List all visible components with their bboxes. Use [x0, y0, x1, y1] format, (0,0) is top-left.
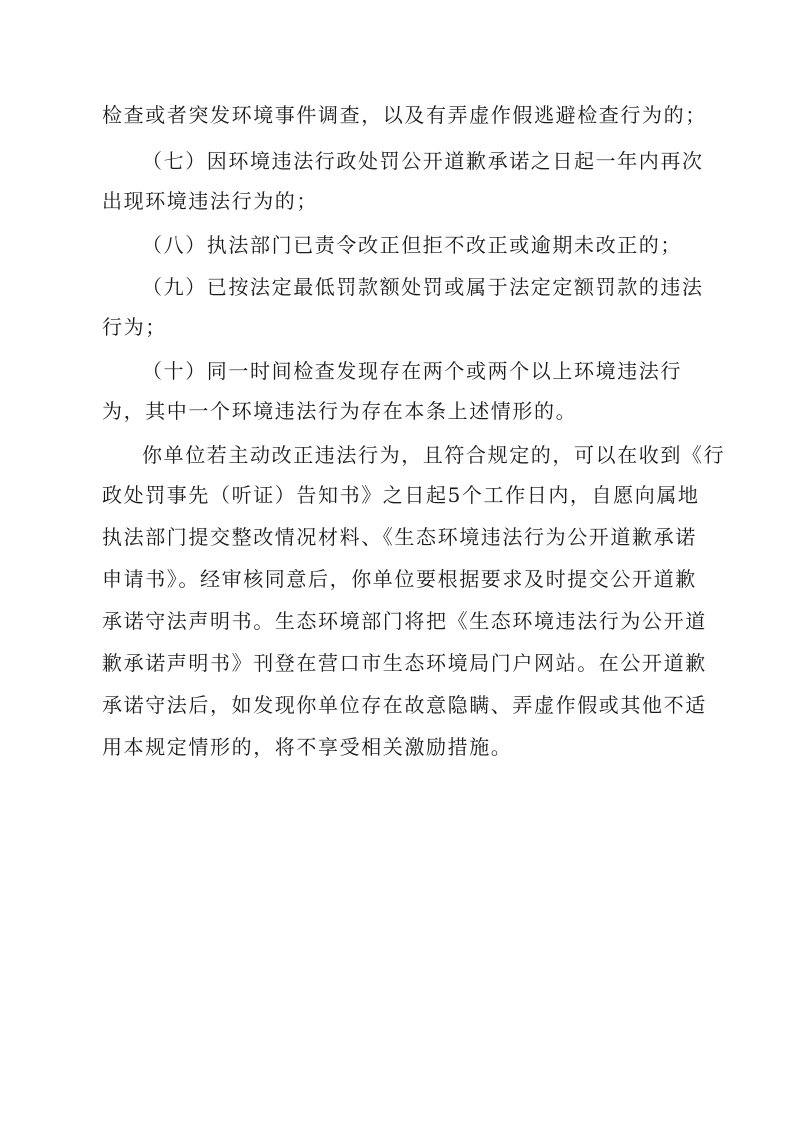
item-9-line-2: 行为；	[102, 315, 167, 339]
item-10-line-2: 为，其中一个环境违法行为存在本条上述情形的。	[102, 399, 578, 423]
closing-line-6: 歉承诺声明书》刊登在营口市生态环境局门户网站。在公开道歉	[102, 651, 707, 675]
closing-line-3: 执法部门提交整改情况材料、《生态环境违法行为公开道歉承诺	[102, 525, 697, 549]
item-7-line-1: （七）因环境违法行政处罚公开道歉承诺之日起一年内再次	[142, 149, 704, 173]
closing-line-4: 申请书》。经审核同意后，你单位要根据要求及时提交公开道歉	[102, 567, 697, 591]
closing-line-8: 用本规定情形的，将不享受相关激励措施。	[102, 735, 513, 759]
item-8-line-1: （八）执法部门已责令改正但拒不改正或逾期未改正的；	[142, 233, 682, 257]
closing-line-1: 你单位若主动改正违法行为，且符合规定的，可以在收到《行	[142, 443, 726, 467]
closing-line-5: 承诺守法声明书。生态环境部门将把《生态环境违法行为公开道	[102, 609, 707, 633]
item-7-line-2: 出现环境违法行为的；	[102, 189, 318, 213]
closing-line-2: 政处罚事先（听证）告知书》之日起5个工作日内，自愿向属地	[102, 483, 700, 507]
item-9-line-1: （九）已按法定最低罚款额处罚或属于法定定额罚款的违法	[142, 275, 704, 299]
closing-line-7: 承诺守法后，如发现你单位存在故意隐瞒、弄虚作假或其他不适	[102, 693, 707, 717]
paragraph-continued-line-1: 检查或者突发环境事件调查，以及有弄虚作假逃避检查行为的；	[102, 103, 707, 127]
item-10-line-1: （十）同一时间检查发现存在两个或两个以上环境违法行	[142, 359, 682, 383]
